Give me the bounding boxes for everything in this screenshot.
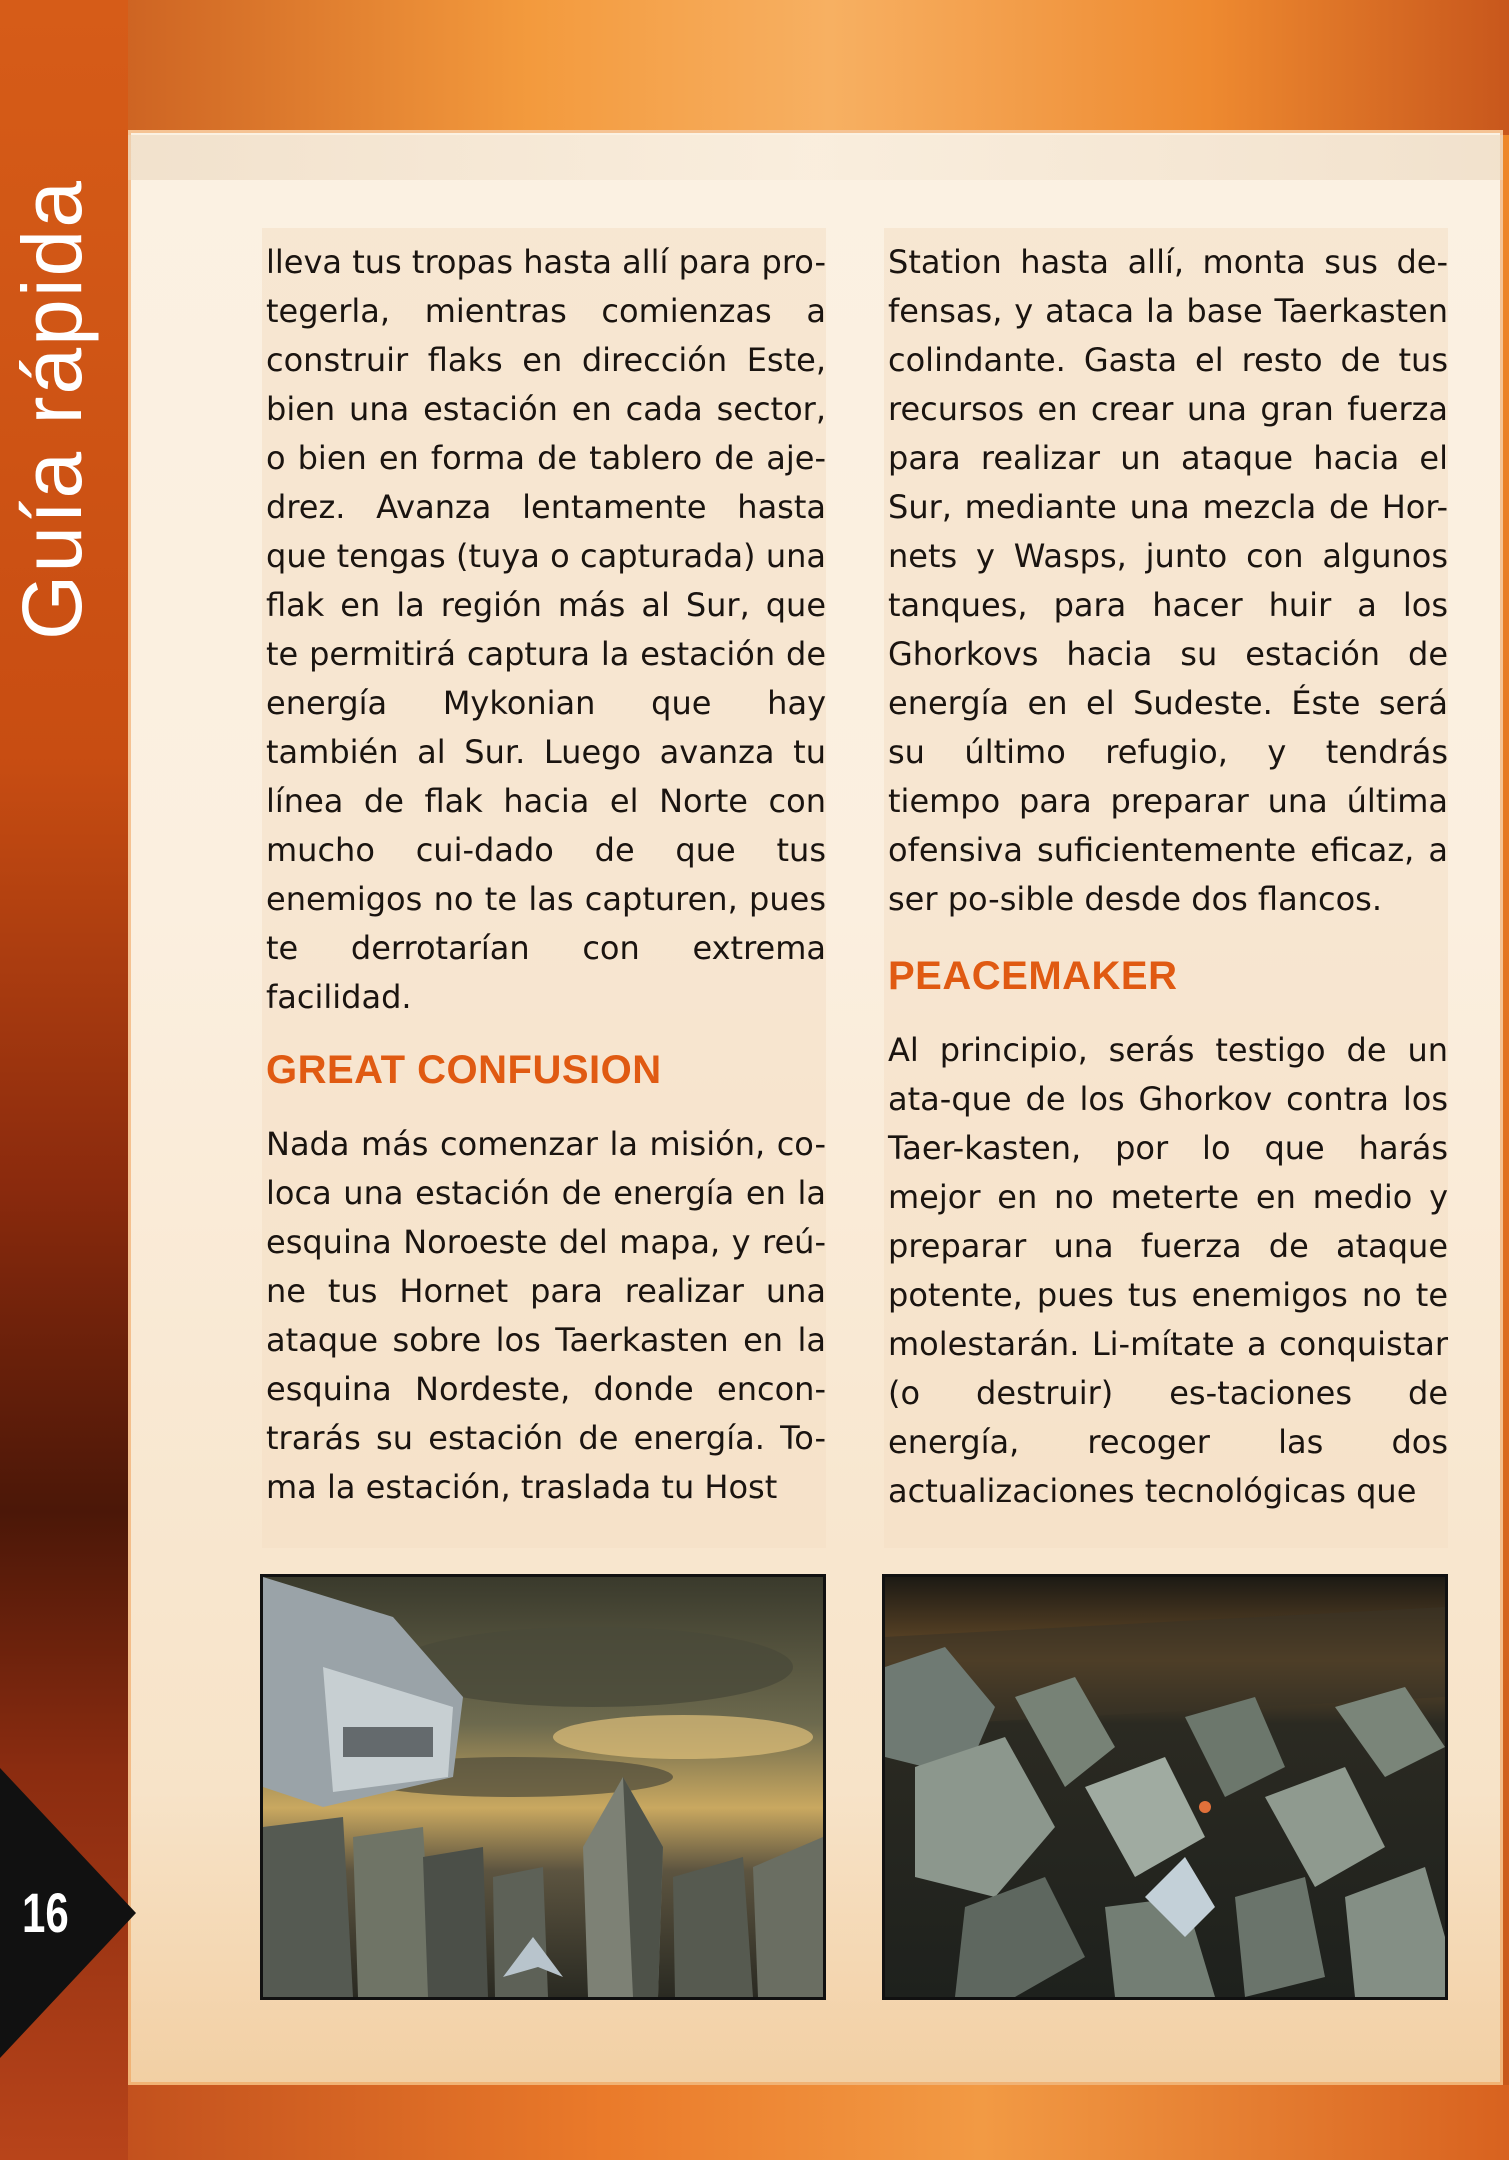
left-column — [266, 238, 826, 1512]
game-screenshot-city-sky — [260, 1574, 826, 2000]
faded-header-strip — [128, 135, 1503, 180]
top-orange-band — [0, 0, 1509, 135]
left-intro-paragraph: lleva tus tropas hasta allí para pro-tegerla, mientras comienzas a construir flaks en dirección Este, bien una estación en cada sector, o bien en forma de tablero de aje-drez. Avanza lentamente hasta que tengas (tuya o capturada) una flak en la región más al Sur, que te permitirá captura la estación de energía Mykonian que hay también al Sur. Luego avanza tu línea de flak hacia el Norte con mucho cui-dado de que tus enemigos no te las capturen, pues te derrotarían con extrema facilidad. — [266, 243, 826, 1016]
right-column — [888, 238, 1448, 1516]
bottom-orange-band — [0, 2085, 1509, 2160]
right-intro-paragraph: Station hasta allí, monta sus de-fensas, y ataca la base Taerkasten colindante. Gasta el resto de tus recursos en crear una gran fuerza para realizar un ataque hacia el Sur, mediante una mezcla de Hor-nets y Wasps, junto con algunos tanques, para hacer huir a los Ghorkovs hacia su estación de energía en el Sudeste. Éste será su último refugio, y tendrás tiempo para preparar una última ofensiva suficientemente eficaz, a ser po-sible desde dos flancos. — [888, 243, 1448, 918]
great-confusion-paragraph: Nada más comenzar la misión, co-loca una estación de energía en la esquina Noroeste del mapa, y reú-ne tus Hornet para realizar una ataque sobre los Taerkasten en la esquina Nordeste, donde encon-trarás su estación de energía. To-ma la estación, traslada tu Host — [266, 1125, 826, 1506]
section-heading-peacemaker: PEACEMAKER — [888, 954, 1178, 998]
page-number: 16 — [22, 1881, 69, 1944]
section-title-vertical: Guía rápida — [5, 179, 99, 640]
game-screenshot-city-above — [882, 1574, 1448, 2000]
peacemaker-paragraph: Al principio, serás testigo de un ata-que de los Ghorkov contra los Taer-kasten, por lo que harás mejor en no meterte en medio y preparar una fuerza de ataque potente, pues tus enemigos no te molestarán. Li-mítate a conquistar (o destruir) es-taciones de energía, recoger las dos actualizaciones tecnológicas que — [888, 1031, 1448, 1510]
section-heading-great-confusion: GREAT CONFUSION — [266, 1048, 662, 1092]
